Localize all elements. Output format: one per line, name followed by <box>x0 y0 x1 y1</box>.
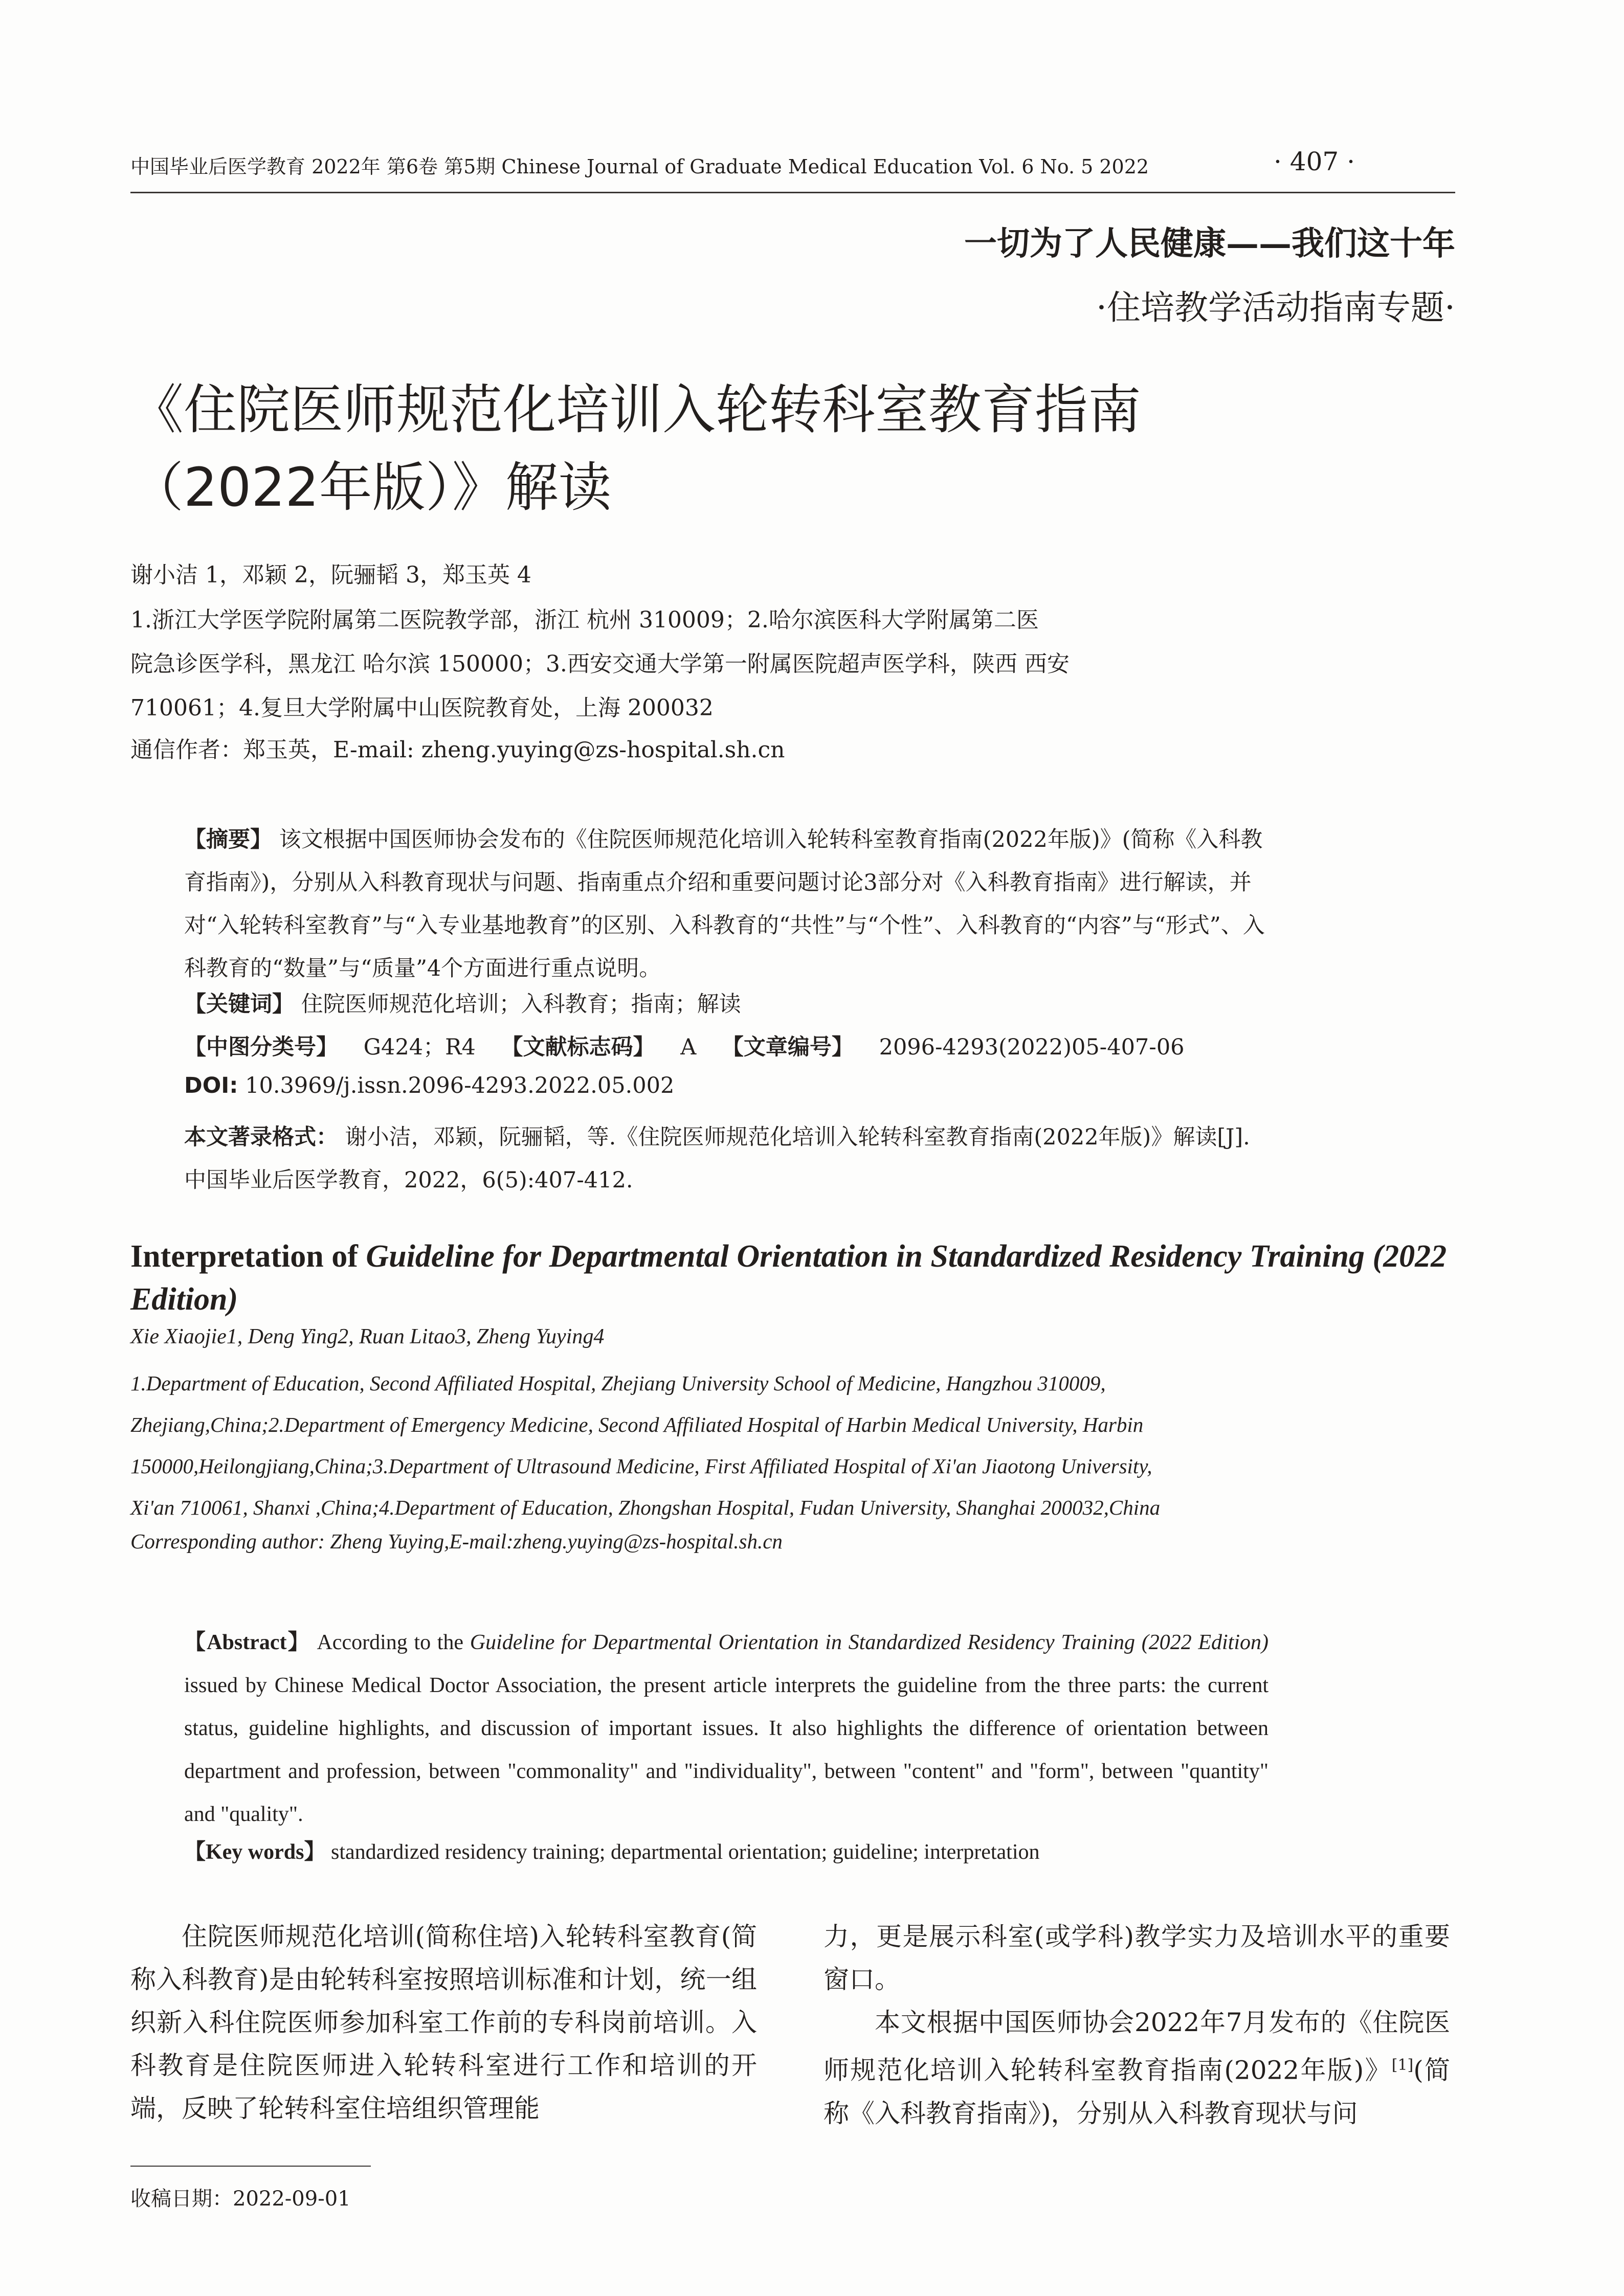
abstract-en-label: 【Abstract】 <box>184 1631 310 1654</box>
article-title-line-1: 《住院医师规范化培训入轮转科室教育指南 <box>130 378 1142 441</box>
body-paragraph <box>824 2001 1450 2135</box>
body-text: 本文根据中国医师协会2022年7月发布的《住院医师规范化培训入轮转科室教育指南(2022年版)》 <box>824 2008 1450 2085</box>
body-text-end: (简称《入科教育指南》)，分别从入科教育现状与问 <box>824 2055 1450 2128</box>
article-title-line-2: （2022年版）》解读 <box>130 456 612 519</box>
reference-marker[interactable]: [1] <box>1391 2056 1414 2074</box>
clc-value: G424；R4 <box>363 1034 476 1060</box>
title-en-prefix: Interpretation of <box>130 1239 366 1274</box>
doc-code-value: A <box>680 1034 697 1060</box>
keywords-cn-label: 【关键词】 <box>184 992 294 1017</box>
clc-label: 【中图分类号】 <box>184 1034 338 1060</box>
doc-code-label: 【文献标志码】 <box>501 1034 655 1060</box>
corresponding-author-en: Corresponding author: Zheng Yuying,E-mail:zheng.yuying@zs-hospital.sh.cn <box>130 1529 783 1553</box>
body-paragraph-continued: 力，更是展示科室(或学科)教学实力及培训水平的重要窗口。 <box>824 1922 1450 1994</box>
citation-format <box>184 1116 1269 1202</box>
abstract-en-text: issued by Chinese Medical Doctor Association, the present article interprets the guideline from the three parts: the current status, guideline highlights, and discussion of important issues. It also highlights the difference of orientation between department and profession, between "commonality" and "individuality", between "content" and "form", between "quantity" and "quality". <box>184 1674 1269 1826</box>
keywords-en <box>184 1835 1040 1865</box>
abstract-cn-text: 该文根据中国医师协会发布的《住院医师规范化培训入轮转科室教育指南(2022年版)》(简称《入科教育指南》)，分别从入科教育现状与问题、指南重点介绍和重要问题讨论3部分对《入科教育指南》进行解读，并对“入轮转科室教育”与“入专业基地教育”的区别、入科教育的“共性”与“个性”、入科教育的“内容”与“形式”、入科教育的“数量”与“质量”4个方面进行重点说明。 <box>184 827 1265 981</box>
keywords-cn <box>184 987 741 1018</box>
column-title: 一切为了人民健康——我们这十年 <box>964 224 1455 263</box>
abstract-cn <box>184 818 1269 990</box>
article-title-en <box>130 1235 1460 1321</box>
running-head: 中国毕业后医学教育 2022年 第6卷 第5期 Chinese Journal of Graduate Medical Education Vol. 6 No. 5 2022 <box>130 155 1149 178</box>
corresponding-author-cn: 通信作者：郑玉英，E-mail: zheng.yuying@zs-hospital.sh.cn <box>130 737 785 763</box>
classification-line <box>184 1030 1203 1061</box>
citation-text: 谢小洁，邓颖，阮骊韬，等.《住院医师规范化培训入轮转科室教育指南(2022年版)》解读[J].中国毕业后医学教育，2022，6(5):407-412. <box>184 1124 1250 1193</box>
abstract-en-lead: According to the <box>317 1631 470 1654</box>
page-number: · 407 · <box>1274 147 1355 176</box>
footnote-divider <box>130 2166 371 2167</box>
column-subtitle: ·住培教学活动指南专题· <box>1096 288 1455 327</box>
citation-label: 本文著录格式： <box>184 1124 338 1150</box>
abstract-cn-label: 【摘要】 <box>184 827 272 852</box>
keywords-en-text: standardized residency training; departmental orientation; guideline; interpretation <box>331 1840 1040 1864</box>
affiliations-cn: 1.浙江大学医学院附属第二医院教学部，浙江 杭州 310009；2.哈尔滨医科大学附属第二医 院急诊医学科，黑龙江 哈尔滨 150000；3.西安交通大学第一附属医院超声医学科，陕西 西安 710061；4.复旦大学附属中山医院教育处，上海 200032 <box>130 607 1070 721</box>
doi-value: 10.3969/j.issn.2096-4293.2022.05.002 <box>245 1073 675 1098</box>
abstract-en-italic: Guideline for Departmental Orientation in Standardized Residency Training (2022 Edition) <box>470 1631 1269 1654</box>
authors-cn: 谢小洁 1，邓颖 2，阮骊韬 3，郑玉英 4 <box>130 562 531 588</box>
doi-label: DOI: <box>184 1073 238 1098</box>
article-title-cn <box>130 371 1141 526</box>
article-no-label: 【文章编号】 <box>721 1034 854 1060</box>
keywords-en-label: 【Key words】 <box>184 1840 326 1864</box>
title-en-italic: Guideline for Departmental Orientation in Standardized Residency Training (2022 Edition) <box>130 1239 1447 1317</box>
body-column-left <box>130 1915 757 2130</box>
doi <box>184 1073 674 1098</box>
body-paragraph: 住院医师规范化培训(简称住培)入轮转科室教育(简称入科教育)是由轮转科室按照培训标准和计划，统一组织新入科住院医师参加科室工作前的专科岗前培训。入科教育是住院医师进入轮转科室进行工作和培训的开端，反映了轮转科室住培组织管理能 <box>130 1922 757 2123</box>
authors-en: Xie Xiaojie1, Deng Ying2, Ruan Litao3, Zheng Yuying4 <box>130 1325 605 1348</box>
keywords-cn-text: 住院医师规范化培训；入科教育；指南；解读 <box>301 992 741 1017</box>
affiliations-en: 1.Department of Education, Second Affiliated Hospital, Zhejiang University School of Medicine, Hangzhou 310009, Zhejiang,China;2.Department of Emergency Medicine, Second Affiliated Hospital of Harbin Medical University, Harbin 150000,Heilongjiang,China;3.Department of Ultrasound Medicine, First Affiliated Hospital of Xi'an Jiaotong University, Xi'an 710061, Shanxi ,China;4.Department of Education, Zhongshan Hospital, Fudan University, Shanghai 200032,China <box>130 1371 1161 1519</box>
body-column-right <box>824 1915 1450 2135</box>
received-date: 收稿日期：2022-09-01 <box>130 2187 351 2211</box>
header-divider <box>130 192 1455 193</box>
abstract-en <box>184 1621 1269 1836</box>
article-no-value: 2096-4293(2022)05-407-06 <box>879 1034 1185 1060</box>
